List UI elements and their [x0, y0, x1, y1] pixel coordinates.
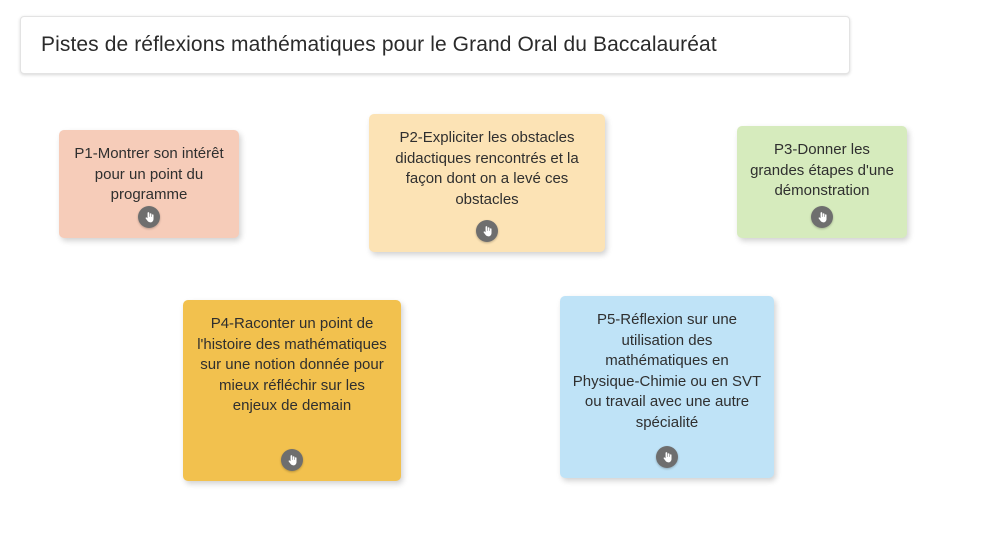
hand-pointer-icon[interactable]: [811, 206, 833, 228]
note-text: P3-Donner les grandes étapes d'une démonstration: [750, 141, 894, 199]
note-card-p3[interactable]: [737, 126, 907, 238]
hand-pointer-icon[interactable]: [476, 220, 498, 242]
hand-pointer-icon[interactable]: [656, 446, 678, 468]
page-title: Pistes de réflexions mathématiques pour le Grand Oral du Baccalauréat: [41, 33, 717, 56]
note-card-p5[interactable]: [560, 296, 774, 478]
hand-pointer-icon[interactable]: [281, 449, 303, 471]
note-text: P2-Expliciter les obstacles didactiques rencontrés et la façon dont on a levé ces obstacles: [395, 129, 579, 208]
note-card-p2[interactable]: [369, 114, 605, 252]
note-card-p1[interactable]: [59, 130, 239, 238]
note-text: P4-Raconter un point de l'histoire des mathématiques sur une notion donnée pour mieux réfléchir sur les enjeux de demain: [197, 315, 387, 414]
hand-pointer-icon[interactable]: [138, 206, 160, 228]
note-card-p4[interactable]: [183, 300, 401, 481]
note-text: P5-Réflexion sur une utilisation des mathématiques en Physique-Chimie ou en SVT ou travail avec une autre spécialité: [572, 311, 762, 431]
note-text: P1-Montrer son intérêt pour un point du programme: [74, 145, 224, 203]
title-card[interactable]: [20, 16, 850, 74]
